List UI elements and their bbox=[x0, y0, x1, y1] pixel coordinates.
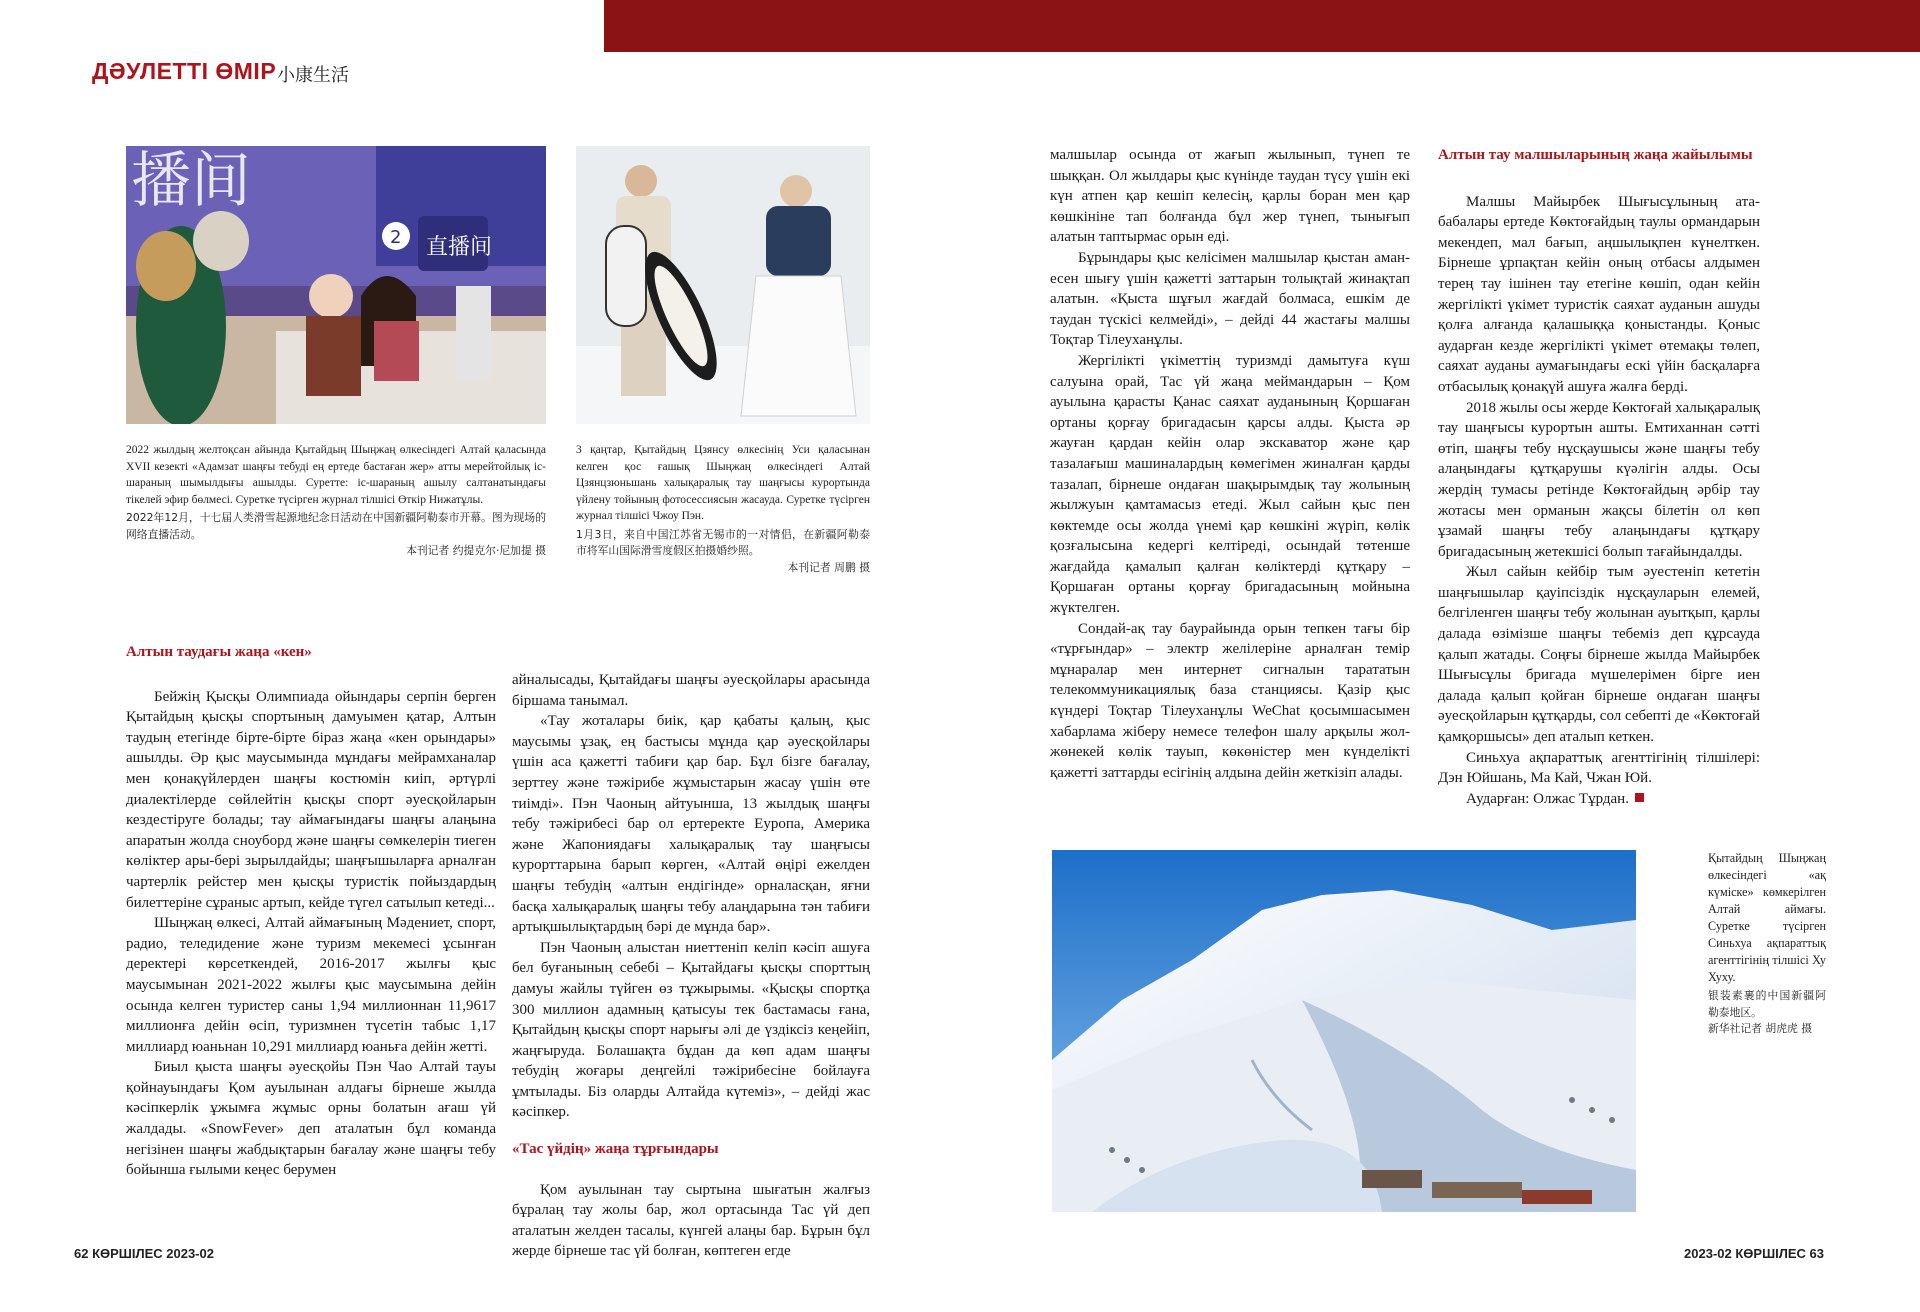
photo1-caption bbox=[126, 442, 546, 560]
end-mark-icon bbox=[1635, 793, 1644, 802]
photo1-credit: 本刊记者 约提克尔·尼加提 摄 bbox=[406, 544, 546, 557]
paragraph: Қом ауылынан тау сыртына шығатын жалғыз бұралаң тау жолы бар, жол ортасында Тас үй деп аталатын желден тасалы, күнгей алаңы бар. Бұрын бұл жерде бірнеше тас үй болған, көптеген егде bbox=[512, 1181, 870, 1260]
paragraph: айналысады, Қытайдағы шаңғы әуесқойлары арасында біршама танымал. bbox=[512, 672, 870, 709]
footer-right: 2023-02 КӨРШІЛЕС 63 bbox=[1684, 1246, 1824, 1261]
article-column-2 bbox=[512, 670, 870, 1262]
paragraph: Жергілікті үкіметтің туризмді дамытуға күш салуына орай, Тас үй жаңа меймандарын – Қом ауылына қарасты Қанас саяхат ауданының Қоршаған ортаны қорғау бригадасын қарсы алды. Қыста әр жауған қардан кейін олар экскаватор және қар тазалағыш машиналардың көмегімен жиналған қарды тазалап, бірнеше ондаған шақырымдық тау жолының жылжуын қамтамасыз етеді. Жыл сайын қыс пен көктемде осы жолда үнемі қар көшкіні жүріп, көлік қозғалысына кедергі келтіреді, осындай төтенше жағдайда қамалып қалған көліктерді құтқару – Қоршаған ортаны қорғау бригадасының мойнына жүктелген. bbox=[1050, 352, 1410, 617]
banner-num: 2 bbox=[390, 227, 402, 248]
photo3-caption-cn: 银装素裹的中国新疆阿勒泰地区。 bbox=[1708, 989, 1826, 1019]
photo3-caption bbox=[1708, 850, 1826, 1038]
paragraph: Малшы Майырбек Шығысұлының ата-бабалары ертеде Көктоғайдың таулы ормандарын мекендеп, мал бағып, аңшылықпен күнелткен. Бірнеше ұрпақтан кейін оның отбасы алдымен терең тау ішінен тау етегіне көшіп, одан кейін жергілікті үкімет туристік саяхат ауданын ашуды қолға алғанда қалашыққа қоныстанды. Қоныс аударған кезде жергілікті үкімет өтемақы төлеп, саяхат ауданы аумағындағы ескі үйін басқаларға отбасылық қонақүй ашуға жалға берді. bbox=[1438, 193, 1760, 395]
photo2-caption bbox=[576, 442, 870, 576]
section-rubric-cn: 小康生活 bbox=[277, 65, 349, 86]
paragraph: Бейжің Қысқы Олимпиада ойындары серпін берген Қытайдың қысқы спортының дамуымен қатар, Алтын таудың етегінде бірте-бірте біраз жаңа «кен орындары» ашылды. Әр қыс маусымында мұндағы мейрамханалар мен қонақүйлерден шаңғы костюмін киіп, әртүрлі диалектілерде сөйлейтін қысқы спорт әуесқойларын кездестіруге болады; тау аймағындағы шаңғы алаңына апаратын жолда сноуборд және шаңғы сөмкелерін тиеген көліктер ары-бері зырылдайды; шаңғышыларға арналған чартерлік рейстер мен қысқы туристік пойыздардың билеттеріне сұраныс артып, кейде түгел сатылып кетеді... bbox=[126, 688, 496, 911]
photo3-credit: 新华社记者 胡虎虎 摄 bbox=[1708, 1022, 1813, 1035]
livestream-photo bbox=[126, 146, 546, 424]
photo2-caption-kz: 3 қаңтар, Қытайдың Цзянсу өлкесінің Уси қаласынан келген қос ғашық Шыңжаң өлкесіндегі Алтай Цзянцзюньшань халықаралық тау шаңғысы курортында үйлену тойының фотосессиясын жасауда. Суретке түсірген журнал тілшісі Чжоу Пэн. bbox=[576, 444, 870, 522]
section-heading-1: Алтын таудағы жаңа «кен» bbox=[126, 644, 312, 660]
paragraph: Сондай-ақ тау баурайында орын тепкен тағы бір «тұрғындар» – электр желілеріне арналған темір мұнаралар мен интернет сигналын тарататын телекоммуникациялық база станциясы. Қазір қыс күндері Тоқтар Тілеуханұлы WeChat қосымшасымен хабарлама жіберу немесе телефон шалу арқылы жол-жөнекей көлік тауып, көкөністер мен күнделікті қажетті заттарды есігінің алдына дейін жеткізіп алады. bbox=[1050, 620, 1410, 781]
photo2-caption-cn: 1月3日，来自中国江苏省无锡市的一对情侣，在新疆阿勒泰市将军山国际滑雪度假区拍摄婚纱照。 bbox=[576, 527, 870, 557]
section-heading-2: «Тас үйдің» жаңа тұрғындары bbox=[512, 1141, 719, 1158]
paragraph: Жыл сайын кейбір тым әуестеніп кететін шаңғышылар қауіпсіздік нұсқауларын елемей, белгіленген шаңғы тебу жолынан ауытқып, қарлы далада өзімізше шаңғы тебеміз деп құрсауда қалып жатады. Соңғы бірнеше жылда Майырбек Шығысұлы бригада мүшелерімен бірге иен далада қалып қойған бірнеше ондаған шаңғы әуесқойларын құтқарды, сол себепті де «Көктоғай қамқоршысы» деп аталып кеткен. bbox=[1438, 564, 1760, 746]
photo1-caption-kz: 2022 жылдың желтоқсан айында Қытайдың Шыңжаң өлкесіндегі Алтай қаласында XVII кезекті «Адамзат шаңғы тебуді ең ертеде бастаған жер» атты мерейтойлық іс-шараның шымылдығы ашылды. Суретте: іс-шараның ашылу салтанатындағы тікелей эфир бөлмесі. Суретке түсірген журнал тілшісі Өткір Нижатұлы. bbox=[126, 444, 546, 506]
snowboard-couple-photo bbox=[576, 146, 870, 424]
paragraph: Биыл қыста шаңғы әуесқойы Пэн Чао Алтай тауы қойнауындағы Қом ауылынан алдағы бірнеше жылда кәсіпкерлік ұжымға жұмыс орны болатын ағаш үй жалдады. «SnowFever» деп аталатын бұл команда негізінен шаңғы жабдықтарын бағалау және шаңғы тебу бойынша ғылыми кеңес берумен bbox=[126, 1059, 496, 1179]
translator-credit bbox=[1438, 789, 1760, 810]
article-column-1 bbox=[126, 642, 496, 1181]
paragraph: «Тау жоталары биік, қар қабаты қалың, қыс маусымы ұзақ, ең бастысы мұнда қар әуесқойлары үшін аса қажетті табиғи қар бар. Бұл бізге бағалау, зерттеу және тәжірибе жұмыстарын жасау үшін өте тиімді». Пэн Чаоның айтуынша, 13 жылдық шаңғы тебу тәжірибесі бар ол ертеректе Еуропа, Америка және Жапониядағы халықаралық тау шаңғысы курорттарына барып көрген, «Алтай өңірі ежелден шаңғы тебудің «алтын ендігінде» орналасқан, яғни басқа халықаралық шаңғы тебу алаңдарына тән табиғи артықшылықтардың бәрі де мұнда бар». bbox=[512, 713, 870, 936]
section-heading-3: Алтын тау малшыларының жаңа жайылымы bbox=[1438, 147, 1753, 163]
article-column-3 bbox=[1050, 145, 1410, 783]
header-bar bbox=[604, 0, 1920, 52]
paragraph: Синьхуа ақпараттық агенттігінің тілшілері: Дэн Юйшань, Ма Кай, Чжан Юй. bbox=[1438, 749, 1760, 787]
paragraph: Бұрындары қыс келісімен малшылар қыстан аман-есен шығу үшін қажетті заттарын толықтай жинақтап алатын. «Қыста шұғыл жағдай болмаса, ешкім де таудан түскісі келмейді», – дейді 44 жастағы малшы Тоқтар Тілеуханұлы. bbox=[1050, 249, 1410, 349]
photo3-caption-kz: Қытайдың Шыңжаң өлкесіндегі «ақ күміске» көмкерілген Алтай аймағы. Суретке түсірген Синьхуа ақпараттық агенттігінің тілшісі Ху Хуху. bbox=[1708, 851, 1826, 984]
photo1-caption-cn: 2022年12月，十七届人类滑雪起源地纪念日活动在中国新疆阿勒泰市开幕。图为现场的网络直播活动。 bbox=[126, 511, 546, 541]
photo2-credit: 本刊记者 周鹏 摄 bbox=[787, 560, 870, 574]
altai-ski-resort-aerial-photo bbox=[1052, 850, 1636, 1212]
svg-text:播间: 播间 bbox=[131, 146, 251, 216]
translator-text: Аударған: Олжас Тұрдан. bbox=[1466, 790, 1629, 807]
paragraph: Шыңжаң өлкесі, Алтай аймағының Мәдениет, спорт, радио, теледидение және туризм мекемесі ұсынған деректері көрсеткендей, 2016-2017 жылғы қыс маусымынан 2021-2022 жылғы қыс маусымына дейін осында келген туристер саны 1,94 миллионнан 11,9617 миллионға дейін өсіп, туризмнен түсетін табыс 1,17 миллиард юаньнан 10,291 миллиард юаньға дейін жетті. bbox=[126, 915, 496, 1055]
article-column-4 bbox=[1438, 145, 1760, 809]
section-rubric: ДӘУЛЕТТІ ӨМІР bbox=[92, 58, 277, 84]
banner-text: 直播间 bbox=[426, 235, 493, 260]
paragraph: малшылар осында от жағып жылынып, түнеп те шыққан. Ол жылдары қыс күнінде таудан түсу үшін екі күн атпен қар кешіп келесің, қарлы боран мен қар көшкініне тап болғанда бұл жер түнеп, тынығып алатын таптырмас орын еді. bbox=[1050, 147, 1410, 246]
paragraph: 2018 жылы осы жерде Көктоғай халықаралық тау шаңғысы курортын ашты. Емтиханнан сәтті өтіп, шаңғы тебу нұсқаушысы және шаңғы тебу алаңындағы құтқарушы күәлігін алды. Осы жердің тумасы ретінде Көктоғайдың әрбір тау жотасы мен орманын жақсы білетін ол көп ұзамай шаңғы тебу алаңындағы құтқару бригадасының жетекшісі болып тағайындалды. bbox=[1438, 399, 1760, 560]
paragraph: Пэн Чаоның алыстан ниеттеніп келіп кәсіп ашуға бел буғанының себебі – Қытайдағы қысқы спорттың дамуы жайлы түйген өз тұжырымы. «Қысқы спортқа 300 миллион адамның қатысуы тек бастамасы ғана, Қытайдың қысқы спорт нарығы әлі де үздіксіз кеңейіп, жаңғыруда. Болашақта бұдан да көп адам шаңғы тебудің жоғары деңгейлі тәжірибесіне бойлауға ұмтылады. Біз оларды Алтайда күтеміз», – дейді жас кәсіпкер. bbox=[512, 939, 870, 1121]
footer-left: 62 КӨРШІЛЕС 2023-02 bbox=[74, 1246, 214, 1261]
